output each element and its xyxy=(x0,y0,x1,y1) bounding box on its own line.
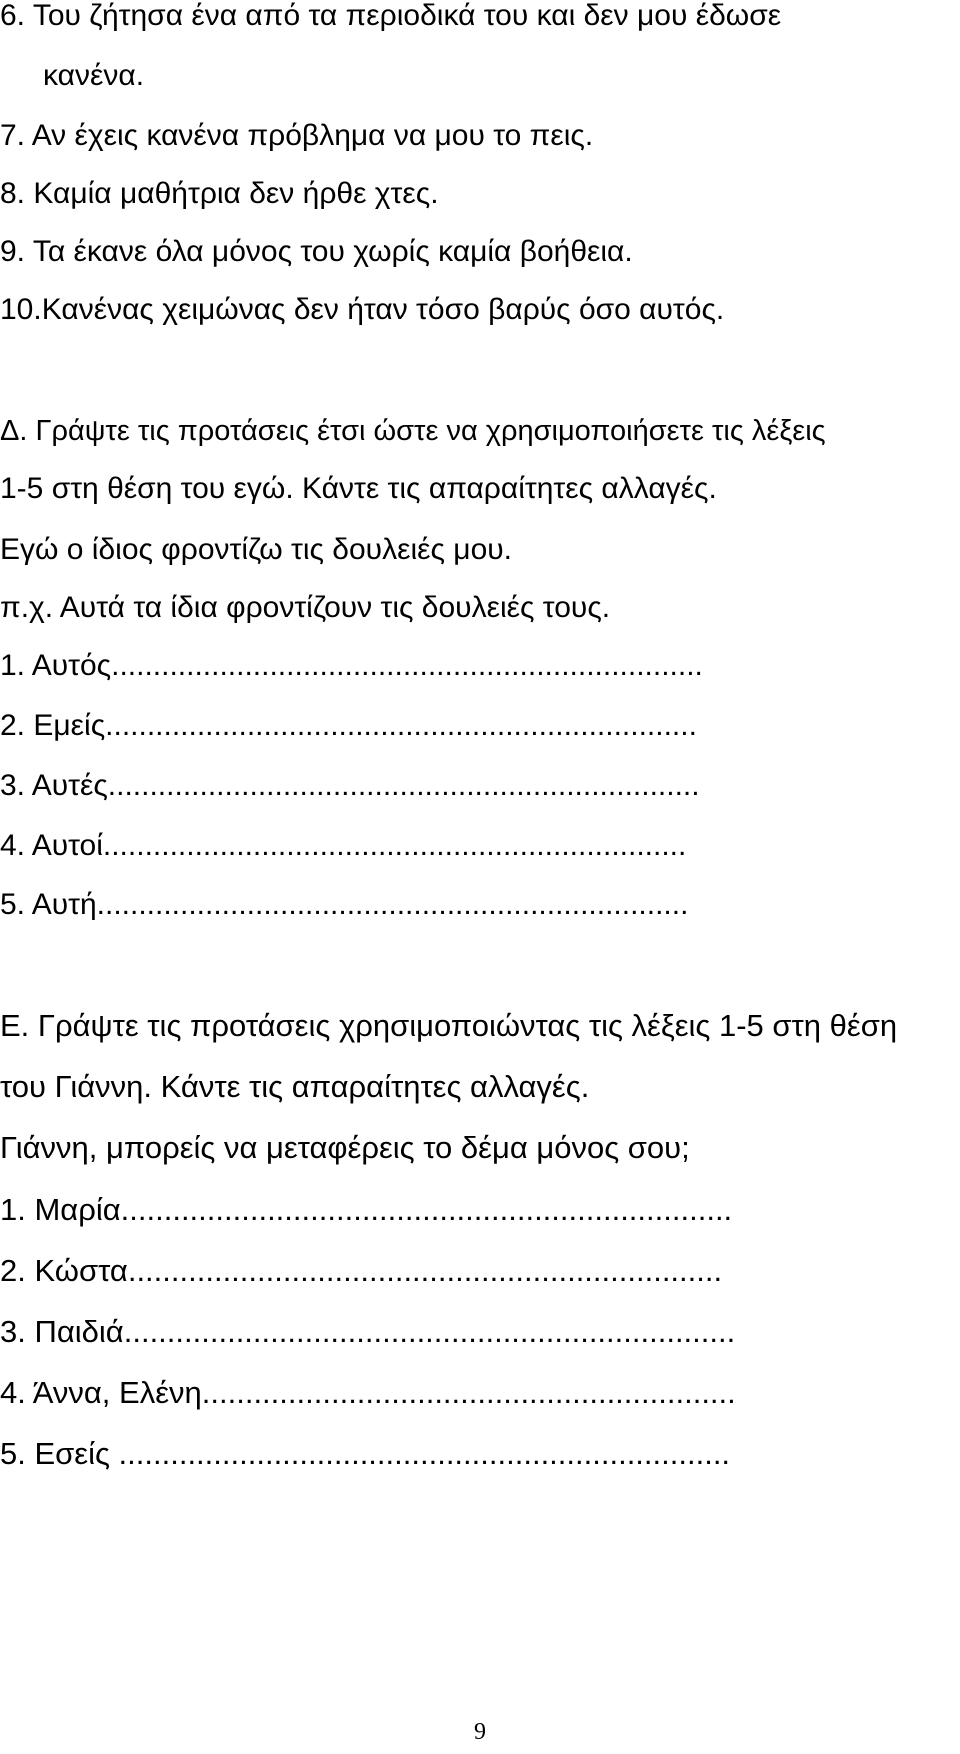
exercise-item-6: 6. Του ζήτησα ένα από τα περιοδικά του και δεν μου έδωσε xyxy=(0,0,782,32)
exercise-item-8: 8. Καμία μαθήτρια δεν ήρθε χτες. xyxy=(0,177,439,210)
exercise-item-6-continuation: κανένα. xyxy=(43,59,145,92)
section-e-item-4: 4. Άννα, Ελένη.............................................................. xyxy=(0,1375,736,1410)
section-e-item-2: 2. Κώστα..................................................................... xyxy=(0,1253,723,1288)
section-d-instruction: Δ. Γράψτε τις προτάσεις έτσι ώστε να χρησιμοποιήσετε τις λέξεις xyxy=(0,415,826,447)
page-number: 9 xyxy=(474,1719,486,1745)
section-d-item-4: 4. Αυτοί...................................................................... xyxy=(0,829,687,862)
section-e-instruction: Ε. Γράψτε τις προτάσεις χρησιμοποιώντας τις λέξεις 1-5 στη θέση xyxy=(0,1008,898,1043)
section-d-item-2: 2. Εμείς....................................................................... xyxy=(0,709,697,742)
section-d-sentence: Εγώ ο ίδιος φροντίζω τις δουλειές μου. xyxy=(0,533,513,566)
section-e-item-1: 1. Μαρία....................................................................... xyxy=(0,1192,733,1227)
section-d-item-5: 5. Αυτή....................................................................... xyxy=(0,888,689,921)
section-d-item-1: 1. Αυτός....................................................................... xyxy=(0,649,703,682)
section-e-instruction-continuation: του Γιάννη. Κάντε τις απαραίτητες αλλαγές. xyxy=(0,1069,590,1104)
section-d-item-3: 3. Αυτές....................................................................... xyxy=(0,769,700,802)
section-e-sentence: Γιάννη, μπορείς να μεταφέρεις το δέμα μόνος σου; xyxy=(0,1130,690,1165)
section-d-instruction-continuation: 1-5 στη θέση του εγώ. Κάντε τις απαραίτητες αλλαγές. xyxy=(0,472,717,505)
exercise-item-10: 10.Κανένας χειμώνας δεν ήταν τόσο βαρύς όσο αυτός. xyxy=(0,293,725,326)
exercise-item-9: 9. Τα έκανε όλα μόνος του χωρίς καμία βοήθεια. xyxy=(0,235,633,268)
section-e-item-5: 5. Εσείς ....................................................................... xyxy=(0,1436,731,1471)
exercise-item-7: 7. Αν έχεις κανένα πρόβλημα να μου το πεις. xyxy=(0,119,594,152)
section-d-example: π.χ. Αυτά τα ίδια φροντίζουν τις δουλειές τους. xyxy=(0,591,611,624)
section-e-item-3: 3. Παιδιά....................................................................... xyxy=(0,1314,736,1349)
